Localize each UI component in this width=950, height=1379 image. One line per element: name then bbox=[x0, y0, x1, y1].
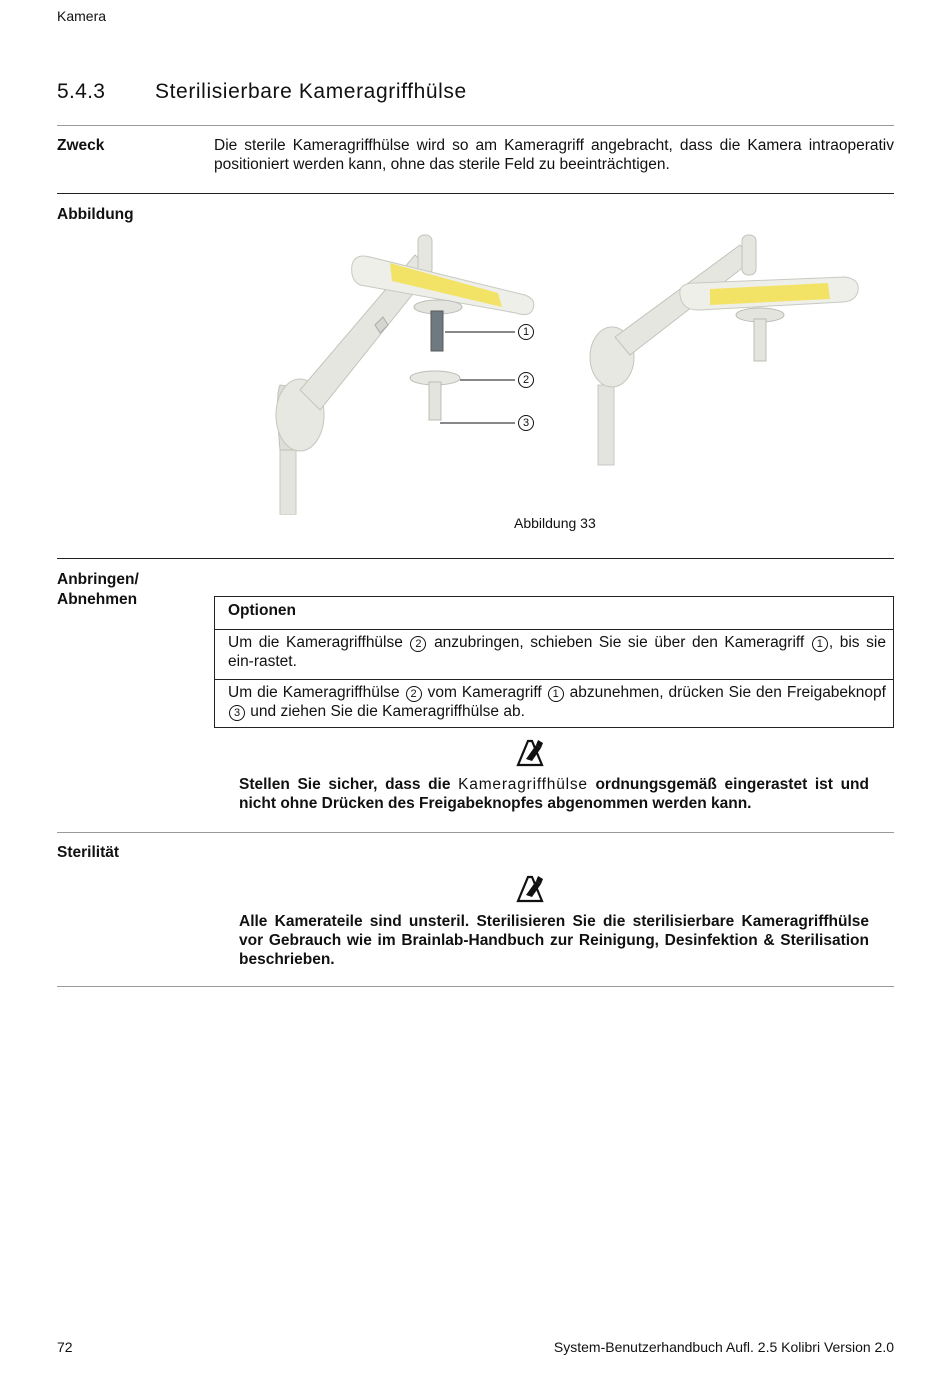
callout-ref-3: 3 bbox=[229, 705, 245, 721]
callout-3: 3 bbox=[518, 415, 534, 431]
callout-ref-1: 1 bbox=[548, 686, 564, 702]
note-hand-icon bbox=[516, 873, 546, 903]
callout-ref-2: 2 bbox=[406, 686, 422, 702]
anbringen-label-line2: Abnehmen bbox=[57, 591, 138, 608]
callout-2: 2 bbox=[518, 372, 534, 388]
running-header: Kamera bbox=[57, 8, 107, 24]
row-text: abzunehmen, drücken Sie den Freigabeknopf bbox=[564, 684, 886, 701]
row-text: und ziehen Sie die Kameragriffhülse ab. bbox=[246, 703, 525, 720]
callout-1: 1 bbox=[518, 324, 534, 340]
options-table-header: Optionen bbox=[215, 597, 894, 630]
attach-note bbox=[239, 775, 869, 813]
page-number: 72 bbox=[57, 1339, 73, 1355]
row-text: Um die Kameragriffhülse bbox=[228, 684, 405, 701]
sterilitaet-label: Sterilität bbox=[57, 844, 120, 861]
note-text-normal: Kameragriffhülse bbox=[458, 776, 588, 793]
camera-handle-figure bbox=[240, 225, 880, 515]
divider bbox=[57, 558, 894, 559]
camera-arm-right-illustration bbox=[590, 235, 858, 465]
sterility-note: Alle Kamerateile sind unsteril. Sterilisieren Sie die sterilisierbare Kameragriffhülse vor Gebrauch wie im Brainlab-Handbuch zur Reinigung, Desinfektion & Sterilisation beschrieben. bbox=[239, 913, 869, 968]
anbringen-label-line1: Anbringen/ bbox=[57, 571, 139, 588]
row-text: vom Kameragriff bbox=[422, 684, 547, 701]
figure-caption: Abbildung 33 bbox=[514, 515, 596, 531]
row-text: , bis sie ein-rastet. bbox=[228, 634, 886, 670]
divider bbox=[57, 986, 894, 987]
divider bbox=[57, 193, 894, 194]
abbildung-label: Abbildung bbox=[57, 206, 134, 223]
section-number: 5.4.3 bbox=[57, 80, 106, 103]
row-text: Um die Kameragriffhülse bbox=[228, 634, 410, 651]
section-title: Sterilisierbare Kameragriffhülse bbox=[155, 80, 467, 103]
note-text-bold: Stellen Sie sicher, dass die bbox=[239, 776, 459, 793]
zweck-text: Die sterile Kameragriffhülse wird so am Kameragriff angebracht, dass die Kamera intraoperativ positioniert werden kann, ohne das sterile Feld zu beeinträchtigen. bbox=[214, 137, 894, 173]
callout-ref-2: 2 bbox=[410, 636, 426, 652]
note-text-bold: ordnungsgemäß eingerastet ist und nicht ohne Drücken des Freigabeknopfes abgenommen werden kann. bbox=[239, 776, 869, 812]
divider bbox=[57, 125, 894, 126]
options-table bbox=[214, 596, 894, 728]
callout-ref-1: 1 bbox=[812, 636, 828, 652]
zweck-label: Zweck bbox=[57, 137, 105, 154]
footer-manual-title: System-Benutzerhandbuch Aufl. 2.5 Kolibri Version 2.0 bbox=[553, 1339, 894, 1355]
row-text: anzubringen, schieben Sie sie über den Kameragriff bbox=[427, 634, 811, 651]
note-hand-icon bbox=[516, 737, 546, 767]
camera-arm-left-illustration bbox=[276, 235, 534, 515]
option-detach-row bbox=[215, 680, 894, 728]
anbringen-label bbox=[57, 570, 139, 610]
option-attach-row bbox=[215, 630, 894, 680]
divider bbox=[57, 832, 894, 833]
